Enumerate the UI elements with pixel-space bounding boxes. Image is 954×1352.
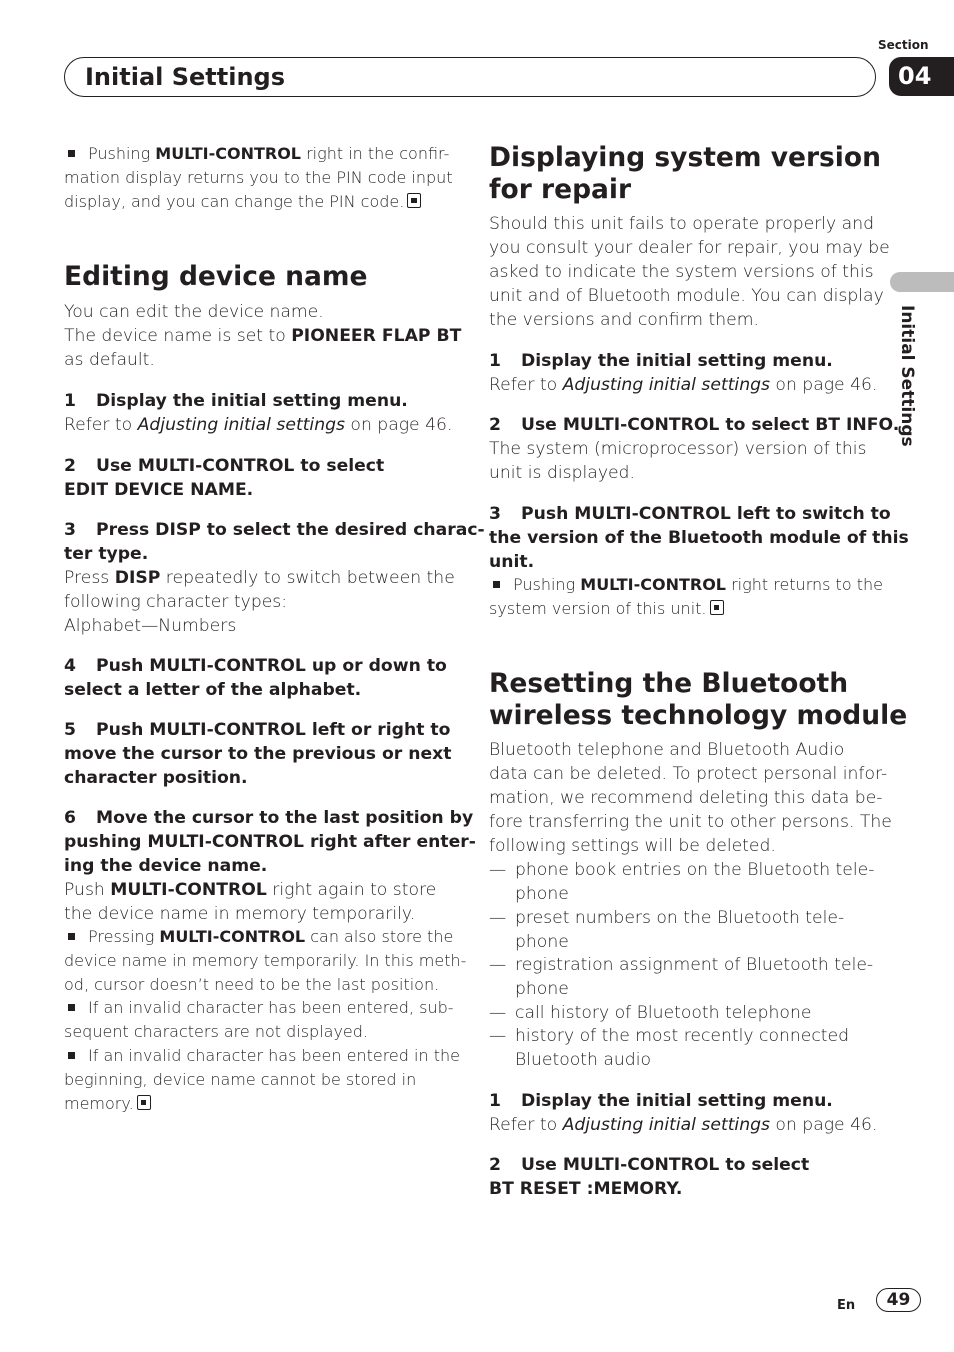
step-3-line3: unit. <box>489 552 535 572</box>
step-3-line2: the version of the Bluetooth module of this <box>489 528 909 548</box>
square-bullet-icon <box>68 1004 75 1011</box>
step-reset-1: 1 Display the initial setting menu. <box>489 1091 833 1111</box>
step-3-note-line2: system version of this unit. <box>489 597 724 621</box>
heading-displaying-system-version-line2: for repair <box>489 174 632 205</box>
step-3-body-line3: Alphabet—Numbers <box>64 616 237 636</box>
step-3-line2: ter type. <box>64 544 149 564</box>
step-2-line2: EDIT DEVICE NAME. <box>64 480 254 500</box>
note-1-line3: od, cursor doesn’t need to be the last position. <box>64 975 440 994</box>
paragraph: mation, we recommend deleting this data be- <box>489 788 883 808</box>
page-title: Initial Settings <box>85 63 286 91</box>
stop-square-icon <box>137 1095 151 1110</box>
step-4: 4 Push MULTI-CONTROL up or down to <box>64 656 447 676</box>
step-reset-2-line2: BT RESET :MEMORY. <box>489 1179 683 1199</box>
side-tab-label: Initial Settings <box>897 305 917 447</box>
list-item: — call history of Bluetooth telephone <box>489 1003 812 1023</box>
note-3-line2: beginning, device name cannot be stored in <box>64 1070 417 1089</box>
step-1: 1 Display the initial setting menu. <box>64 391 408 411</box>
step-reset-2: 2 Use MULTI-CONTROL to select <box>489 1155 810 1175</box>
paragraph: The device name is set to PIONEER FLAP BT <box>64 326 462 346</box>
note-3: If an invalid character has been entered in the <box>64 1044 460 1068</box>
step-4-line2: select a letter of the alphabet. <box>64 680 362 700</box>
note-2-line2: sequent characters are not displayed. <box>64 1022 369 1041</box>
paragraph: as default. <box>64 350 155 370</box>
paragraph: Bluetooth telephone and Bluetooth Audio <box>489 740 845 760</box>
heading-resetting-bluetooth-line2: wireless technology module <box>489 700 908 731</box>
step-1-ref: Refer to Adjusting initial settings on page 46. <box>489 375 878 395</box>
step-6-body-line2: the device name in memory temporarily. <box>64 904 416 924</box>
list-item: — preset numbers on the Bluetooth tele- phone <box>489 908 845 952</box>
step-5-line2: move the cursor to the previous or next <box>64 744 452 764</box>
intro-note: Pushing MULTI-CONTROL right in the confir- <box>64 142 449 166</box>
list-item: — phone book entries on the Bluetooth tele- phone <box>489 860 875 904</box>
step-2: 2 Use MULTI-CONTROL to select <box>64 456 385 476</box>
square-bullet-icon <box>493 581 500 588</box>
section-label: Section <box>878 38 929 52</box>
paragraph: asked to indicate the system versions of this <box>489 262 874 282</box>
paragraph: you consult your dealer for repair, you may be <box>489 238 890 258</box>
square-bullet-icon <box>68 1052 75 1059</box>
paragraph: the versions and confirm them. <box>489 310 759 330</box>
paragraph: data can be deleted. To protect personal infor- <box>489 764 888 784</box>
page-number: 49 <box>876 1288 921 1312</box>
heading-editing-device-name: Editing device name <box>64 261 368 292</box>
square-bullet-icon <box>68 933 75 940</box>
heading-resetting-bluetooth: Resetting the Bluetooth <box>489 668 849 699</box>
note-1: Pressing MULTI-CONTROL can also store the <box>64 925 453 949</box>
square-bullet-icon <box>68 150 75 157</box>
step-3-body-line2: following character types: <box>64 592 288 612</box>
section-number-badge: 04 <box>889 57 954 96</box>
step-6-line3: ing the device name. <box>64 856 268 876</box>
intro-note-line3: display, and you can change the PIN code. <box>64 190 421 214</box>
stop-square-icon <box>710 600 724 615</box>
step-6-line2: pushing MULTI-CONTROL right after enter- <box>64 832 476 852</box>
language-label: En <box>837 1298 856 1313</box>
step-5-line3: character position. <box>64 768 248 788</box>
note-3-line3: memory. <box>64 1092 151 1116</box>
paragraph: Should this unit fails to operate properly and <box>489 214 875 234</box>
list-item: — history of the most recently connected Bluetooth audio <box>489 1026 850 1070</box>
step-3-note: Pushing MULTI-CONTROL right returns to the <box>489 573 883 597</box>
paragraph: following settings will be deleted. <box>489 836 776 856</box>
step-6: 6 Move the cursor to the last position by <box>64 808 474 828</box>
stop-square-icon <box>407 193 421 208</box>
step-6-body: Push MULTI-CONTROL right again to store <box>64 880 437 900</box>
intro-note-line2: mation display returns you to the PIN code input <box>64 168 453 187</box>
list-item: — registration assignment of Bluetooth tele- phone <box>489 955 874 999</box>
paragraph: unit and of Bluetooth module. You can display <box>489 286 884 306</box>
step-2: 2 Use MULTI-CONTROL to select BT INFO. <box>489 415 900 435</box>
note-2: If an invalid character has been entered, sub- <box>64 996 454 1020</box>
step-1: 1 Display the initial setting menu. <box>489 351 833 371</box>
paragraph: You can edit the device name. <box>64 302 324 322</box>
step-3-body: Press DISP repeatedly to switch between the <box>64 568 455 588</box>
heading-displaying-system-version: Displaying system version <box>489 142 881 173</box>
side-tab-marker <box>890 272 954 292</box>
step-reset-1-ref: Refer to Adjusting initial settings on page 46. <box>489 1115 878 1135</box>
note-1-line2: device name in memory temporarily. In this meth- <box>64 951 467 970</box>
step-1-ref: Refer to Adjusting initial settings on page 46. <box>64 415 453 435</box>
paragraph: fore transferring the unit to other persons. The <box>489 812 892 832</box>
step-2-body: The system (microprocessor) version of this <box>489 439 867 459</box>
step-5: 5 Push MULTI-CONTROL left or right to <box>64 720 451 740</box>
step-2-body-line2: unit is displayed. <box>489 463 635 483</box>
step-3: 3 Push MULTI-CONTROL left to switch to <box>489 504 891 524</box>
step-3: 3 Press DISP to select the desired charac- <box>64 520 485 540</box>
header-bar <box>64 57 876 97</box>
